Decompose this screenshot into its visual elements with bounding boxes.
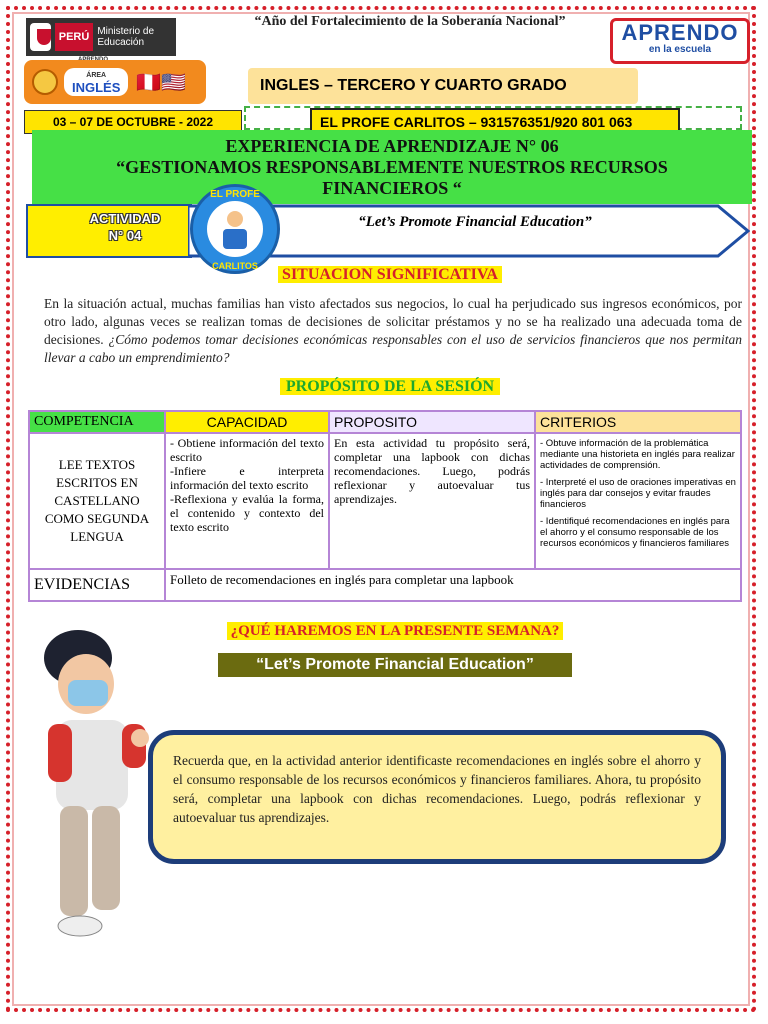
purpose-title: PROPÓSITO DE LA SESIÓN <box>280 378 500 395</box>
cell-competencia: LEE TEXTOS ESCRITOS EN CASTELLANO COMO SEGUNDA LENGUA <box>29 433 165 569</box>
criterio-item: - Identifiqué recomendaciones en inglés para el ahorro y el consumo responsable de los recursos económicos y financieros familiares <box>540 516 730 549</box>
aprendo-logo-sub: en la escuela <box>648 44 712 55</box>
header-competencia: COMPETENCIA <box>29 411 165 433</box>
area-label: ÁREA <box>86 72 107 79</box>
experience-line2: “GESTIONAMOS RESPONSABLEMENTE NUESTROS RECURSOS <box>116 157 668 177</box>
area-label-box <box>64 68 128 96</box>
boy-illustration <box>30 628 160 948</box>
teacher-avatar-icon <box>207 201 263 257</box>
criterio-item: - Interpreté el uso de oraciones imperativas en inglés para dar consejos y evitar fraudes financieros <box>540 477 736 510</box>
experience-banner <box>32 130 752 204</box>
date-label: 03 – 07 DE OCTUBRE - 2022 <box>24 110 242 134</box>
area-ingles-badge <box>24 60 206 104</box>
situation-title: SITUACION SIGNIFICATIVA <box>278 266 502 283</box>
teacher-contact: EL PROFE CARLITOS – 931576351/920 801 063 <box>310 108 680 136</box>
activity-title: “Let’s Promote Financial Education” <box>358 214 592 230</box>
evidencias-text: Folleto de recomendaciones en inglés para completar una lapbook <box>165 569 741 601</box>
cell-proposito: En esta actividad tu propósito será, completar una lapbook con dichas recomendaciones. Luego, podrás reflexionar y autoevaluar tus aprendizajes. <box>329 433 535 569</box>
week-heading <box>190 622 600 640</box>
area-name: INGLÉS <box>72 80 121 95</box>
flags-icon: 🇵🇪🇺🇸 <box>136 71 187 94</box>
cell-criterios <box>535 433 741 569</box>
activity-num: N° 04 <box>108 228 142 243</box>
situation-text: En la situación actual, muchas familias han visto afectados sus negocios, lo cual ha perjudicado sus ingresos económicos, por otro lado, algunas veces se realizan tomas de decisiones de solicitar préstamos y no se ha realizado una adecuada toma de decisiones. <box>44 296 742 347</box>
experience-line3: FINANCIEROS “ <box>322 178 462 198</box>
experience-line1: EXPERIENCIA DE APRENDIZAJE N° 06 <box>225 136 559 156</box>
minedu-name: Ministerio de Educación <box>97 26 155 48</box>
capacidad-item: -Reflexiona y evalúa la forma, el contenido y contexto del texto escrito <box>170 492 324 534</box>
activity-label: ACTIVIDAD <box>89 211 161 226</box>
minedu-peru: PERÚ <box>55 23 94 51</box>
minedu-logo <box>26 18 176 56</box>
purpose-table <box>28 410 742 602</box>
week-title: ¿QUÉ HAREMOS EN LA PRESENTE SEMANA? <box>227 622 564 640</box>
evidencias-label: EVIDENCIAS <box>29 569 165 601</box>
aprendo-en-la-escuela-logo <box>610 18 750 64</box>
evidencias-row <box>29 569 741 601</box>
speech-bubble: Recuerda que, en la actividad anterior identificaste recomendaciones en inglés sobre el ahorro y el consumo responsable de los recursos económicos y financieros familiares. Ahora, tu propósito será, completar una lapbook con dichas recomendaciones. Luego, podrás reflexionar y autoevaluar tus aprendizajes. <box>148 730 726 864</box>
purpose-table-header <box>29 411 741 433</box>
year-motto: “Año del Fortalecimiento de la Soberanía Nacional” <box>254 14 566 29</box>
situation-heading <box>240 266 540 284</box>
aprendo-logo-text: APRENDO <box>621 20 739 45</box>
purpose-table-row <box>29 433 741 569</box>
mascot-face-icon <box>32 69 58 95</box>
situation-question: ¿Cómo podemos tomar decisiones económicas responsables con el uso de servicios financieros que nos permitan llevar a cabo un emprendimiento? <box>44 332 742 365</box>
badge-bottom-text: CARLITOS <box>212 261 258 271</box>
criterio-item: - Obtuve información de la problemática mediante una historieta en inglés para realizar actividades de comprensión. <box>540 438 735 471</box>
header-criterios: CRITERIOS <box>535 411 741 433</box>
purpose-heading <box>240 378 540 396</box>
capacidad-item: -Infiere e interpreta información del texto escrito <box>170 464 324 492</box>
activity-number <box>70 210 180 244</box>
header-proposito: PROPOSITO <box>329 411 535 433</box>
week-subtitle: “Let’s Promote Financial Education” <box>218 653 572 677</box>
grade-title: INGLES – TERCERO Y CUARTO GRADO <box>248 68 638 104</box>
cell-capacidad <box>165 433 329 569</box>
badge-top-text: EL PROFE <box>210 189 260 200</box>
situation-paragraph <box>44 295 742 367</box>
header-capacidad: CAPACIDAD <box>165 411 329 433</box>
capacidad-item: - Obtiene información del texto escrito <box>170 436 324 464</box>
peru-shield-icon <box>30 23 51 51</box>
